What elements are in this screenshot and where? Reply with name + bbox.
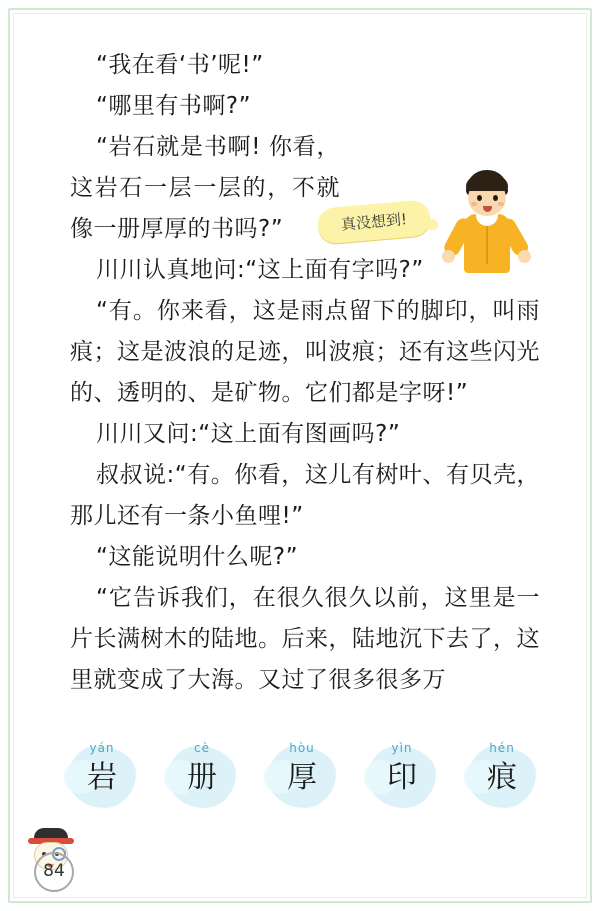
boy-character-icon [440,168,536,273]
boy-hand-left [442,250,455,263]
paragraph-9: “它告诉我们，在很久很久以前，这里是一片长满树木的陆地。后来，陆地沉下去了，这里就变成了大海。又过了很多很多万 [70,585,540,693]
new-character-card [62,740,142,812]
character-hanzi: 厚 [287,760,317,795]
illustration [318,168,536,273]
new-character-card [462,740,542,812]
body-text [70,45,540,701]
paragraph-6: 川川又问:“这上面有图画吗?” [96,421,401,447]
paragraph-4: 川川认真地问:“这上面有字吗?” [96,257,424,283]
speech-bubble [317,199,432,245]
boy-hand-right [518,250,531,263]
boy-jacket-zipper [486,224,488,264]
character-hanzi: 印 [387,760,417,795]
new-character-card [262,740,342,812]
boy-cheek-left [471,202,477,206]
boy-eye-left [477,195,482,201]
character-hanzi: 岩 [87,760,117,795]
boy-fringe [466,177,508,191]
new-character-card [362,740,442,812]
boy-cheek-right [498,202,504,206]
character-pinyin: hòu [289,741,315,755]
paragraph-2: “哪里有书啊?” [96,93,252,119]
character-pinyin: hén [489,741,515,755]
paragraph-7: 叔叔说:“有。你看，这儿有树叶、有贝壳，那儿还有一条小鱼哩!” [70,462,540,529]
paragraph-3-text: “岩石就是书啊! 你看，这岩石一层一层的，不就像一册厚厚的书吗?” [70,134,340,242]
character-hanzi: 册 [187,760,217,795]
speech-bubble-text: 真没想到! [340,210,408,234]
character-hanzi: 痕 [487,760,517,795]
paragraph-5: “有。你来看，这是雨点留下的脚印，叫雨痕；这是波浪的足迹，叫波痕；还有这些闪光的、透明的、是矿物。它们都是字呀!” [70,298,540,406]
new-characters-strip [62,740,542,812]
paragraph-1: “我在看‘书’呢!” [96,52,264,78]
character-pinyin: cè [194,741,210,755]
character-pinyin: yán [89,741,115,755]
boy-eye-right [493,195,498,201]
page-number: 84 [43,861,65,881]
paragraph-8: “这能说明什么呢?” [96,544,299,570]
character-pinyin: yìn [391,741,413,755]
new-character-card [162,740,242,812]
page-footer [18,828,128,900]
